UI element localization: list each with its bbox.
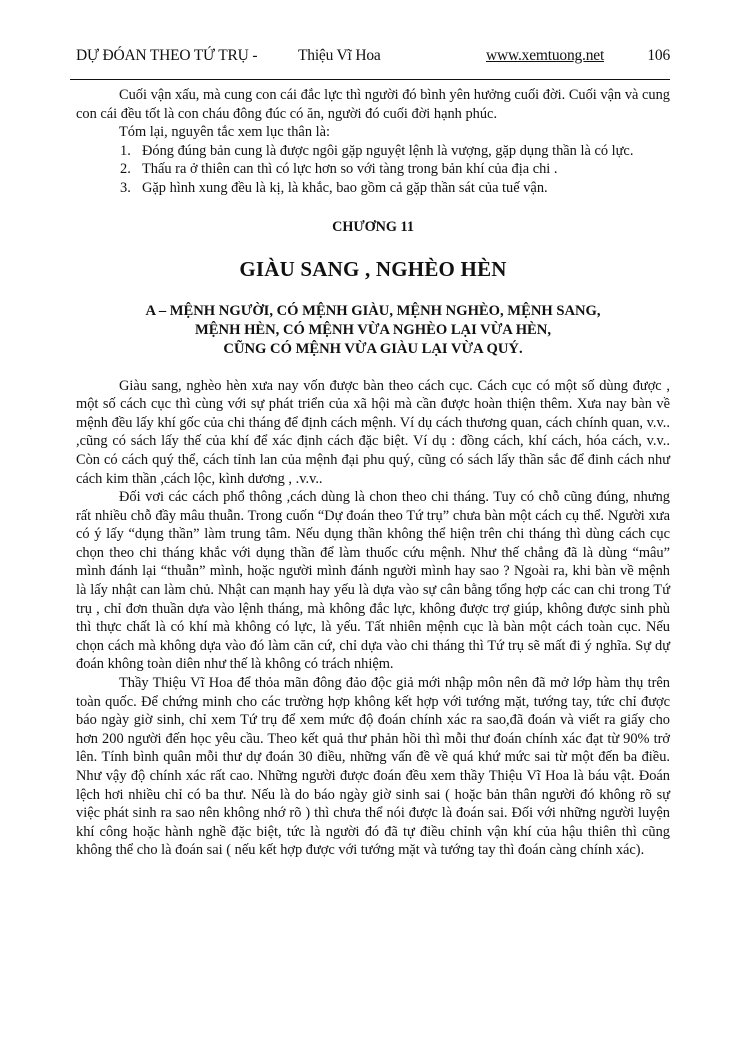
list-text: Gặp hình xung đều là kị, là khắc, bao gồm cả gặp thần sát của tuế vận. bbox=[142, 179, 548, 196]
page-number: 106 bbox=[647, 47, 670, 64]
list-text: Đóng đúng bản cung là được ngôi gặp nguyệt lệnh là vượng, gặp dụng thần là có lực. bbox=[142, 142, 634, 159]
body-paragraph: Thầy Thiệu Vĩ Hoa để thỏa mãn đông đảo độc giả mới nhập môn nên đã mở lớp hàm thụ trên toàn quốc. Để chứng minh cho các trường hợp không kết hợp với tướng mặt, tướng tay, tức chỉ được báo ngày giờ sinh, chỉ xem Tứ trụ để xem mức độ đoán chính xác ra sao,đã đoán và viết ra giấy cho hơn 200 người đến học yêu cầu. Theo kết quả thư phản hồi thì mỗi thư đoán chính xác đạt từ 90% trở lên. Tính bình quân mỗi thư dự đoán 30 điều, những vấn đề về quá khứ mức sai từ một đến ba điều. Như vậy độ chính xác rất cao. Những người được đoán đều xem thầy Thiệu Vĩ Hoa là báu vật. Đoán lệch hơi nhiều chỉ có ba thư. Nếu là do báo ngày giờ sinh sai ( hoặc bản thân người đó không rõ sự việc phát sinh ra sao nên không nhớ rõ ) thì chưa thể nói được là đoán sai. Đối với những người luyện khí công hoặc hành nghề đặc biệt, tức là người đó đã tự điều chỉnh vận khí của hậu thiên thì cũng không thể cho là đoán sai ( nếu kết hợp được với tướng mặt và tướng tay thì đoán càng chính xác). bbox=[76, 675, 670, 859]
list-item bbox=[76, 160, 670, 179]
header-website-link[interactable]: www.xemtuong.net bbox=[486, 47, 605, 64]
principles-intro: Tóm lại, nguyên tắc xem lục thân là: bbox=[119, 124, 330, 141]
list-number: 1. bbox=[120, 142, 131, 159]
page-body bbox=[76, 86, 670, 860]
list-text: Thấu ra ở thiên can thì có lực hơn so với tàng trong bản khí của địa chi . bbox=[142, 161, 558, 178]
list-item bbox=[76, 142, 670, 161]
section-heading-line: A – MỆNH NGƯỜI, CÓ MỆNH GIÀU, MỆNH NGHÈO, MỆNH SANG, bbox=[145, 303, 601, 320]
body-paragraph: Đối vơi các cách phổ thông ,cách dùng là chon theo chi tháng. Tuy có chỗ cũng đúng, nhưng rất nhiều chỗ đầy mâu thuẫn. Trong cuốn “Dự đoán theo Tứ trụ” chưa bàn một cách cụ thể. Người xưa có ý lấy “dụng thần” làm trung tâm. Nếu dụng thần không thể hiện trên chi tháng thì dùng cách cục chọn theo chi tháng khắc với dụng thần để làm thuốc cứu mệnh. Như thế chẳng đã là dùng “mâu” mình đánh lại “thuẫn” mình, hoặc người mình đánh người mình hay sao ? Ngoài ra, khi bàn về mệnh là lấy nhật can làm chủ. Nhật can mạnh hay yếu là dựa vào sự cân bằng tổng hợp các can chi trong Tứ trụ , chỉ đơn thuần dựa vào lệnh tháng, mà không đắc lực, không được trợ giúp, không được sinh phù thì thực chất là có khí mà không có lực, là yếu. Tất nhiên mệnh cục là bàn một cách toàn cục. Nếu chọn cách mà không dựa vào đó làm căn cứ, chỉ dựa vào chi tháng thì Tứ trụ sẽ mất đi ý nghĩa. Sự dự đoán không toàn diên như thế là không có trách nhiệm. bbox=[76, 489, 670, 673]
body-paragraph: Giàu sang, nghèo hèn xưa nay vốn được bàn theo cách cục. Cách cục có một số dùng được , một số cách cục thì cùng với sự phát triển của xã hội mà cần được hoàn thiện thêm. Xưa nay bàn về mệnh đều lấy khí gốc của chi tháng để định cách mệnh. Ví dụ cách thương quan, cách chính quan, v.v.. ,cũng có sách lấy thế của khí để xác định cách đặc biệt. Ví dụ : đồng cách, khí cách, hóa cách, v.v.. Còn có cách quý thể, cách tỉnh lan của mệnh đại phu quý, cũng có sách lấy thần sắc để đinh cách như cách kim thần ,cách lộc, kình dương , .v.v.. bbox=[76, 377, 670, 487]
header-divider bbox=[70, 79, 670, 80]
intro-paragraph: Cuối vận xấu, mà cung con cái đắc lực thì người đó bình yên hưởng cuối đời. Cuối vận và cung con cái đều tốt là con cháu đông đúc có ăn, người đó cuối đời hạnh phúc. bbox=[76, 87, 670, 122]
header-book-title: DỰ ĐÓAN THEO TỨ TRỤ - bbox=[76, 47, 258, 64]
chapter-title: GIÀU SANG , NGHÈO HÈN bbox=[239, 257, 507, 282]
section-heading-line: MỆNH HÈN, CÓ MỆNH VỪA NGHÈO LẠI VỪA HÈN, bbox=[195, 321, 551, 338]
header-author: Thiệu Vĩ Hoa bbox=[298, 47, 381, 64]
list-number: 3. bbox=[120, 179, 131, 196]
spacer bbox=[76, 359, 670, 377]
page-header bbox=[76, 47, 670, 69]
chapter-label: CHƯƠNG 11 bbox=[332, 218, 414, 235]
section-heading bbox=[76, 302, 670, 358]
list-number: 2. bbox=[120, 161, 131, 178]
principles-list bbox=[76, 142, 670, 198]
list-item bbox=[76, 179, 670, 198]
section-heading-line: CŨNG CÓ MỆNH VỪA GIÀU LẠI VỪA QUÝ. bbox=[223, 340, 523, 357]
